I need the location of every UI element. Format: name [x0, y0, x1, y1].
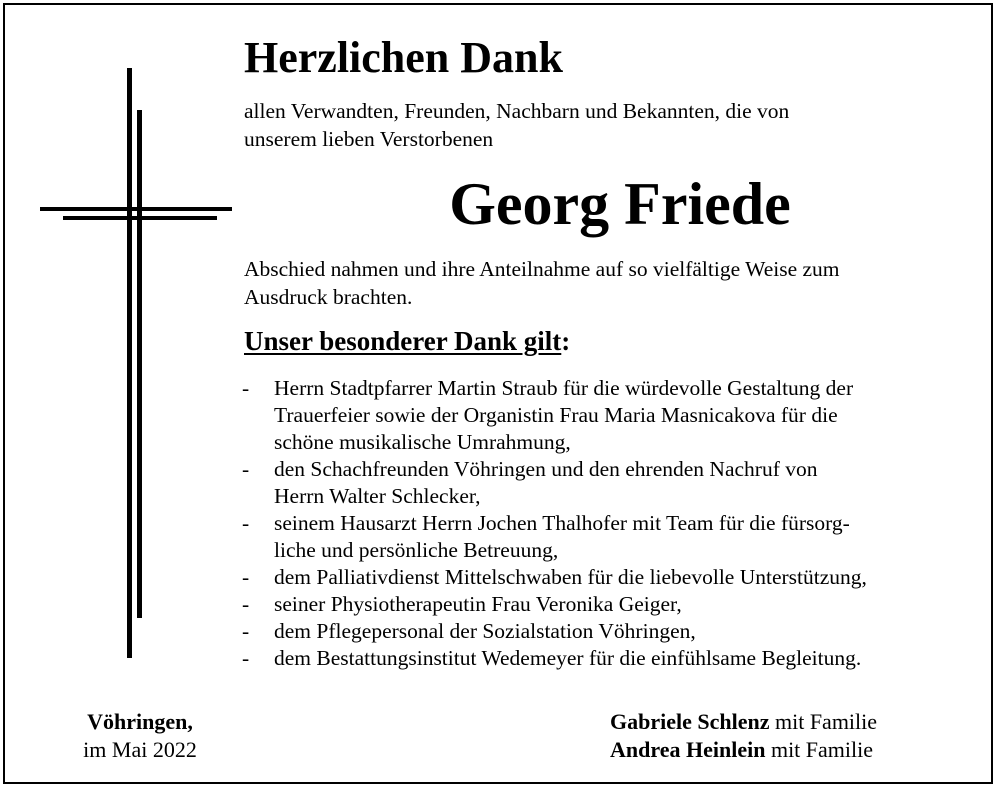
special-thanks-colon: : [561, 326, 571, 356]
list-dash: - [242, 592, 250, 616]
list-dash: - [242, 376, 250, 400]
list-item-line: den Schachfreunden Vöhringen und den ehrenden Nachruf von [274, 457, 818, 481]
notice-date: im Mai 2022 [83, 737, 197, 762]
list-item [242, 375, 867, 456]
list-item-line: liche und persönliche Betreuung, [274, 538, 559, 562]
farewell-line: Ausdruck brachten. [244, 285, 413, 309]
deceased-name: Georg Friede [449, 171, 791, 237]
heading: Herzlichen Dank [244, 33, 563, 82]
special-thanks-heading [244, 326, 570, 357]
list-dash: - [242, 511, 250, 535]
signatory-suffix: mit Familie [765, 737, 874, 762]
thanks-list [242, 375, 867, 672]
place-city: Vöhringen, [87, 709, 193, 734]
signatory-name: Gabriele Schlenz [610, 709, 770, 734]
list-item [242, 564, 867, 591]
list-dash: - [242, 619, 250, 643]
farewell-text [244, 255, 840, 311]
intro-text [244, 97, 789, 153]
list-item-line: dem Palliativdienst Mittelschwaben für die liebevolle Unterstützung, [274, 565, 867, 589]
list-item-line: Trauerfeier sowie der Organistin Frau Maria Masnicakova für die [274, 403, 838, 427]
signatories [610, 708, 877, 764]
list-item-line: Herrn Stadtpfarrer Martin Straub für die würdevolle Gestaltung der [274, 376, 854, 400]
signatory-line [610, 708, 877, 736]
list-item-line: dem Pflegepersonal der Sozialstation Vöhringen, [274, 619, 696, 643]
place-date [40, 708, 240, 764]
list-item-line: Herrn Walter Schlecker, [274, 484, 481, 508]
list-item-line: seinem Hausarzt Herrn Jochen Thalhofer mit Team für die fürsorg- [274, 511, 850, 535]
signatory-line [610, 736, 877, 764]
list-item-line: dem Bestattungsinstitut Wedemeyer für die einfühlsame Begleitung. [274, 646, 862, 670]
special-thanks-label: Unser besonderer Dank gilt [244, 326, 562, 356]
signatory-suffix: mit Familie [769, 709, 878, 734]
list-item [242, 456, 867, 510]
list-dash: - [242, 646, 250, 670]
list-item [242, 645, 867, 672]
list-item [242, 591, 867, 618]
list-item-line: seiner Physiotherapeutin Frau Veronika Geiger, [274, 592, 682, 616]
list-item [242, 510, 867, 564]
intro-line: unserem lieben Verstorbenen [244, 127, 494, 151]
intro-line: allen Verwandten, Freunden, Nachbarn und Bekannten, die von [244, 99, 790, 123]
farewell-line: Abschied nahmen und ihre Anteilnahme auf so vielfältige Weise zum [244, 257, 840, 281]
list-dash: - [242, 457, 250, 481]
list-dash: - [242, 565, 250, 589]
list-item [242, 618, 867, 645]
list-item-line: schöne musikalische Umrahmung, [274, 430, 571, 454]
signatory-name: Andrea Heinlein [610, 737, 766, 762]
